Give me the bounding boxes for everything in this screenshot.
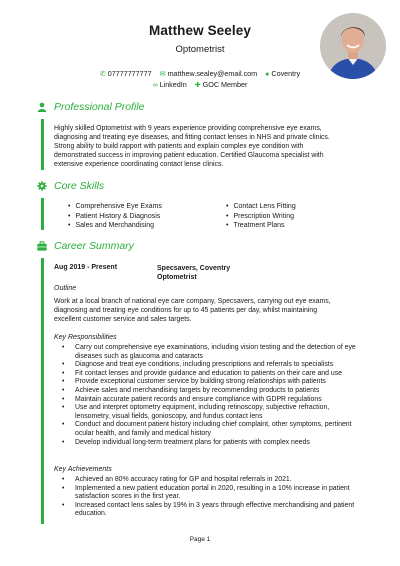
- person-icon: [37, 102, 47, 112]
- profile-line: Strong ability to build rapport with patients and explain complex eye condition with: [54, 143, 304, 150]
- link-icon: ∞: [152, 82, 158, 89]
- job-position: Optometrist: [157, 274, 197, 281]
- profile-section-title: Professional Profile: [54, 101, 145, 113]
- outline-label: Outline: [54, 285, 77, 292]
- list-item: • Maintain accurate patient records and ensure compliance with GDPR regulations: [62, 396, 364, 405]
- job-company: Specsavers, Coventry: [157, 265, 231, 272]
- profile-line: extensive experience coordinating contact lense clinics.: [54, 161, 224, 168]
- member-contact: [195, 80, 248, 89]
- linkedin-text: LinkedIn: [159, 80, 187, 89]
- skills-accent-bar: [41, 198, 44, 230]
- skill-item: • Prescription Writing: [226, 212, 296, 222]
- contact-row-1: [0, 69, 400, 78]
- achievements-label: Key Achievements: [54, 466, 112, 473]
- phone-text: 07777777777: [107, 69, 152, 78]
- location-icon: ●: [265, 71, 270, 78]
- profile-line: diagnosing and treating eye diseases, and fitting contact lenses in NHS and private clinics.: [54, 134, 330, 141]
- job-date: Aug 2019 - Present: [54, 264, 118, 271]
- page-number: Page 1: [189, 536, 211, 543]
- email-text: matthew.sealey@email.com: [167, 69, 258, 78]
- candidate-role: Optometrist: [175, 44, 225, 55]
- list-item: • Use and interpret optometry equipment, including retinoscopy, subjective refraction, lensometry, visual fields, gonioscopy, and fundus contact lens: [62, 404, 364, 421]
- skills-column-2: [226, 202, 296, 231]
- outline-text: [54, 297, 362, 324]
- list-item: • Achieve sales and merchandising targets by recommending products to patients: [62, 387, 364, 396]
- list-item: • Develop individual long-term treatment plans for patients with complex needs: [62, 439, 364, 448]
- achievements-list: [62, 476, 364, 519]
- member-text: GOC Member: [202, 80, 248, 89]
- list-item: • Conduct and document patient history including chief complaint, other symptoms, pertinent ocular health, and family and medical history: [62, 421, 364, 438]
- location-text: Coventry: [271, 69, 301, 78]
- list-item: • Achieved an 80% accuracy rating for GP and hospital referrals in 2021.: [62, 476, 364, 485]
- gear-icon: [37, 181, 47, 191]
- location-contact: [265, 69, 300, 78]
- list-item: • Provide exceptional customer service by building strong relationships with patients: [62, 378, 364, 387]
- list-item: • Carry out comprehensive eye examinations, including vision testing and the detection of eye diseases such as glaucoma and cataracts: [62, 344, 364, 361]
- phone-icon: ✆: [99, 71, 106, 78]
- outline-line: excellent customer service and sales targets.: [54, 316, 192, 323]
- list-item: • Implemented a new patient education portal in 2020, resulting in a 10% increase in patient satisfaction scores in the first year.: [62, 485, 364, 502]
- skill-item: • Comprehensive Eye Exams: [68, 202, 162, 212]
- skill-item: • Sales and Merchandising: [68, 221, 162, 231]
- skill-item: • Patient History & Diagnosis: [68, 212, 162, 222]
- profile-text: [54, 124, 362, 169]
- contact-row-2: [0, 80, 400, 89]
- skills-column-1: [68, 202, 162, 231]
- briefcase-icon: [37, 241, 47, 251]
- career-section-title: Career Summary: [54, 240, 134, 252]
- outline-line: Work at a local branch of national eye care company, Specsavers, carrying out eye exams,: [54, 298, 331, 305]
- career-accent-bar: [41, 258, 44, 524]
- email-contact[interactable]: [160, 69, 257, 78]
- skills-section-title: Core Skills: [54, 180, 105, 192]
- profile-line: demonstrated success in improving patient education. Certified Glaucoma specialist with: [54, 152, 324, 159]
- candidate-name: Matthew Seeley: [149, 23, 251, 38]
- list-item: • Fit contact lenses and provide guidance and education to patients on their care and use: [62, 370, 364, 379]
- profile-accent-bar: [41, 119, 44, 170]
- outline-line: diagnosing and treating eye conditions for up to 45 patients per day, whilst maintaining: [54, 307, 318, 314]
- skill-item: • Treatment Plans: [226, 221, 296, 231]
- email-icon: ✉: [159, 71, 166, 78]
- job-heading: [157, 264, 230, 282]
- phone-contact[interactable]: [100, 69, 152, 78]
- list-item: • Increased contact lens sales by 19% in 3 years through effective merchandising and patient education.: [62, 502, 364, 519]
- responsibilities-list: [62, 344, 364, 447]
- responsibilities-label: Key Responsibilities: [54, 334, 117, 341]
- profile-line: Highly skilled Optometrist with 9 years experience providing comprehensive eye exams,: [54, 125, 322, 132]
- plus-icon: ✚: [194, 82, 201, 89]
- skill-item: • Contact Lens Fitting: [226, 202, 296, 212]
- linkedin-contact[interactable]: [153, 80, 187, 89]
- list-item: • Diagnose and treat eye conditions, including prescriptions and referrals to specialists: [62, 361, 364, 370]
